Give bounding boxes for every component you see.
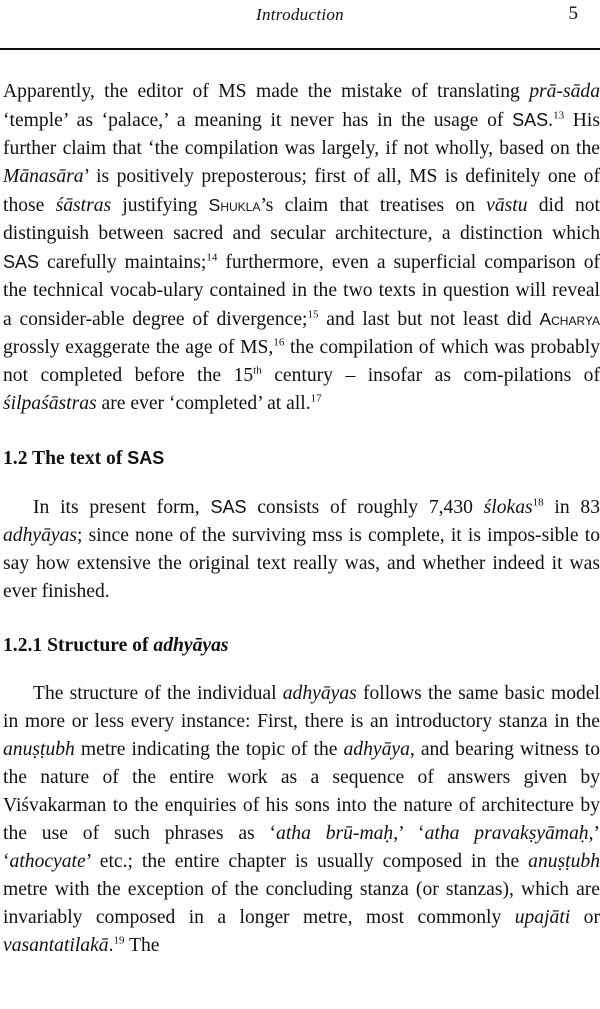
author-name-shukla: Shukla [208,195,261,215]
paragraph-present-form [3,493,600,606]
text-run: furthermore, even a superficial comparison of the technical vocab-ulary contained in the two texts in question will reveal a consider-able degree of divergence; [3,252,600,330]
text-run: are ever ‘completed’ at all. [96,393,311,414]
abbrev-sas: SAS [210,497,247,517]
text-run: ‘temple’ as ‘palace,’ a meaning it never has in the usage of [3,110,513,131]
page-body [0,78,600,960]
text-run: The [124,935,160,956]
italic-term: Mānasāra [3,166,84,187]
running-head [0,5,600,29]
text-run: In its present form, [33,497,211,518]
italic-term: atha pravakṣyāmaḥ [424,823,589,844]
abbrev-sas: SAS [512,110,549,130]
footnote-ref-19: 19 [113,934,125,947]
italic-term: śilpaśāstras [3,393,97,414]
italic-term: adhyāya [343,739,410,760]
italic-term: anuṣṭubh [528,851,600,872]
footnote-ref-13: 13 [553,109,565,122]
text-run: ,’ ‘ [3,823,600,872]
header-rule [0,48,600,50]
author-name-acharya: Acharya [539,309,600,329]
abbrev-sas: SAS [3,252,40,272]
footnote-ref-16: 16 [273,336,285,349]
italic-term: prā-sāda [529,81,600,102]
running-title: Introduction [256,5,344,24]
text-run: in 83 [543,497,600,518]
section-heading-1-2-1 [3,632,600,660]
text-run: and last but not least did [318,309,540,330]
italic-term: ślokas [483,497,533,518]
text-run: The structure of the individual [33,683,283,704]
text-run: ’s claim that treatises on [260,195,487,216]
italic-term: athocyate [9,851,86,872]
text-run: metre with the exception of the concluding stanza (or stanzas), which are invariably composed in a longer metre, most commonly [3,879,600,928]
text-run: ’ etc.; the entire chapter is usually composed in the [85,851,529,872]
text-run: ’ is positively preposterous; first of all, MS is definitely one of those [3,166,600,216]
italic-term: vāstu [486,195,528,216]
text-run: century – insofar as com-pilations of [261,365,600,386]
paragraph-structure [3,680,600,960]
italic-term: śāstras [55,195,112,216]
footnote-ref-14: 14 [206,251,218,264]
italic-term: upajāti [514,907,571,928]
text-run: justifying [111,195,209,216]
text-run: consists of roughly 7,430 [246,497,484,518]
text-run: grossly exaggerate the age of MS, [3,337,274,358]
heading-italic-term: adhyāyas [153,635,229,656]
text-run: follows the same basic model in more or less every instance: First, there is an introductory stanza in the [3,683,600,732]
text-run: His further claim that ‘the compilation was largely, if not wholly, based on the [3,110,600,159]
italic-term: adhyāyas [282,683,357,704]
italic-term: adhyāyas [3,525,78,546]
text-run: did not distinguish between sacred and secular architecture, a distinction which [3,195,600,244]
footnote-ref-18: 18 [532,496,544,509]
text-run: , and bearing witness to the nature of the entire work as a sequence of answers given by Viśvakarman to the enquiries of his sons into the nature of architecture by the use of such phrases as ‘ [3,739,600,844]
text-run: Apparently, the editor of MS made the mistake of translating [3,81,530,102]
heading-abbrev-sas: SAS [127,448,165,468]
text-run: metre indicating the topic of the [74,739,344,760]
text-run: . [548,110,554,131]
text-run: the compilation of which was probably not completed before the 15 [3,337,600,386]
heading-text: 1.2 The text of [3,448,128,469]
text-run: or [570,907,600,928]
footnote-ref-15: 15 [307,308,319,321]
text-run: ,’ ‘ [393,823,425,844]
page-number: 5 [568,3,578,24]
section-heading-1-2 [3,444,600,473]
text-run: . [108,935,114,956]
text-run: carefully maintains; [39,252,207,273]
italic-term: anuṣṭubh [3,739,75,760]
text-run: ; since none of the surviving mss is complete, it is impos-sible to say how extensive the original text really was, and whether indeed it was ever finished. [3,525,600,602]
italic-term: vasantatilakā [3,935,109,956]
paragraph-apparently [3,78,600,418]
footnote-ref-17: 17 [310,392,322,405]
heading-text: 1.2.1 Structure of [3,635,154,656]
ordinal-suffix: th [253,364,262,377]
italic-term: atha brū-maḥ [276,823,394,844]
